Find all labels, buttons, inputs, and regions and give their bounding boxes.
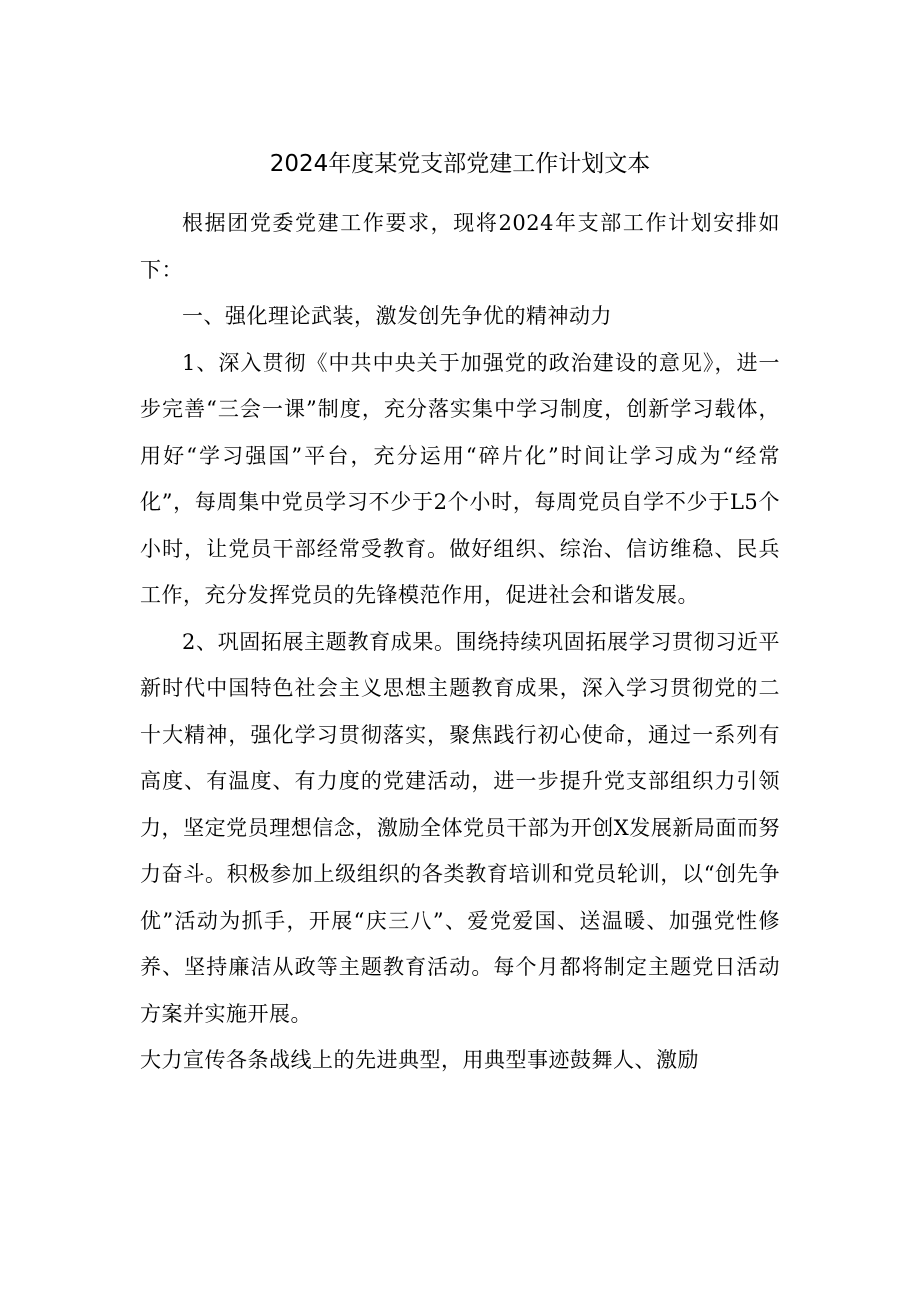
section-heading-1: 一、强化理论武装，激发创先争优的精神动力 (182, 304, 612, 328)
paragraph-item-1: 1、深入贯彻《中共中央关于加强党的政治建设的意见》，进一步完善“三会一课”制度，充分落实集中学习制度，创新学习载体，用好“学习强国”平台，充分运用“碎片化”时间让学习成为“经常化”，每周集中党员学习不少于2个小时，每周党员自学不少于L5个小时，让党员干部经常受教育。做好组织、综治、信访维稳、民兵工作，充分发挥党员的先锋模范作用，促进社会和谐发展。 (140, 350, 780, 607)
paragraph-intro: 根据团党委党建工作要求，现将2024年支部工作计划安排如下： (140, 211, 780, 282)
paragraph-continuation: 大力宣传各条战线上的先进典型，用典型事迹鼓舞人、激励 (140, 1048, 699, 1072)
document-title: 2024年度某党支部党建工作计划文本 (269, 151, 651, 177)
document-body (140, 200, 780, 1084)
paragraph-item-2: 2、巩固拓展主题教育成果。围绕持续巩固拓展学习贯彻习近平新时代中国特色社会主义思想主题教育成果，深入学习贯彻党的二十大精神，强化学习贯彻落实，聚焦践行初心使命，通过一系列有高度、有温度、有力度的党建活动，进一步提升党支部组织力引领力，坚定党员理想信念，激励全体党员干部为开创X发展新局面而努力奋斗。积极参加上级组织的各类教育培训和党员轮训，以“创先争优”活动为抓手，开展“庆三八”、爱党爱国、送温暖、加强党性修养、坚持廉洁从政等主题教育活动。每个月都将制定主题党日活动方案并实施开展。 (140, 629, 780, 1026)
